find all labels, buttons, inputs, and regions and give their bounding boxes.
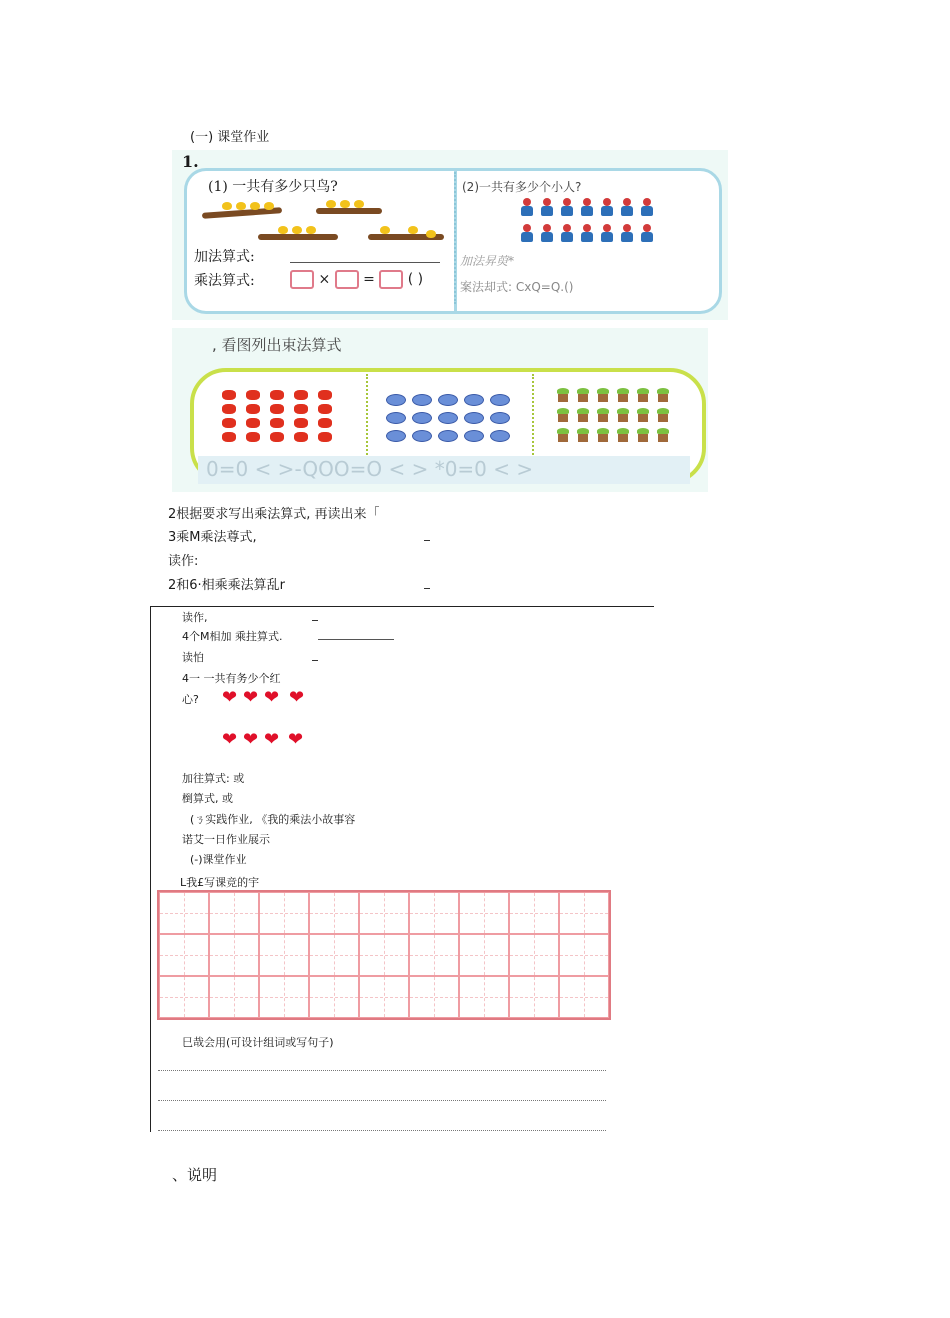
box-line-6: 加往算式: 或 <box>182 772 245 785</box>
lantern <box>270 432 284 442</box>
grid-cell[interactable] <box>259 892 309 934</box>
answer-box[interactable] <box>335 270 359 289</box>
person <box>600 224 614 242</box>
candy <box>386 430 406 442</box>
grid-cell[interactable] <box>159 892 209 934</box>
grid-cell[interactable] <box>509 976 559 1018</box>
answer-box[interactable] <box>379 270 403 289</box>
heart-icon: ❤ <box>243 687 259 708</box>
lantern <box>318 432 332 442</box>
writing-line[interactable] <box>158 1070 606 1071</box>
grid-cell[interactable] <box>409 934 459 976</box>
potted-plant <box>656 428 670 442</box>
person <box>640 224 654 242</box>
bird <box>380 226 390 234</box>
grid-cell[interactable] <box>259 934 309 976</box>
section-header: (一) 课堂作业 <box>190 130 270 145</box>
lantern <box>294 432 308 442</box>
box-line-10: (-)课堂作业 <box>190 853 247 866</box>
q2-line-1: 3乘M乘法尊式, <box>168 530 257 545</box>
grid-cell[interactable] <box>359 976 409 1018</box>
grid-cell[interactable] <box>459 892 509 934</box>
candy <box>438 430 458 442</box>
heart-icon: ❤ <box>222 729 238 750</box>
potted-plant <box>656 408 670 422</box>
candy <box>438 394 458 406</box>
person <box>640 198 654 216</box>
writing-line[interactable] <box>158 1130 606 1131</box>
potted-plant <box>576 388 590 402</box>
heart-icon: ❤ <box>289 687 305 708</box>
potted-plant <box>576 408 590 422</box>
bird <box>292 226 302 234</box>
lantern <box>294 418 308 428</box>
candy <box>386 412 406 424</box>
candy <box>464 412 484 424</box>
box-line-7: 椡算式, 或 <box>182 792 233 805</box>
grid-cell[interactable] <box>559 892 609 934</box>
birds-add-blank[interactable] <box>290 262 440 263</box>
grid-cell[interactable] <box>509 892 559 934</box>
person <box>520 224 534 242</box>
box-line-4: 4一 一共有务少个红 <box>182 672 281 685</box>
lantern <box>270 390 284 400</box>
panel-divider <box>454 172 456 304</box>
potted-plant <box>616 388 630 402</box>
person <box>560 224 574 242</box>
grid-cell[interactable] <box>209 976 259 1018</box>
heart-icon: ❤ <box>264 687 280 708</box>
answer-row-text: 0=0 < >-QOO=O < > *0=0 < > <box>206 457 534 481</box>
box-line-8: (ㄋ实践作业, 《我的乘法小故事容 <box>190 813 356 826</box>
people-question: (2)一共有多少个小人? <box>462 180 582 194</box>
branch-2 <box>316 208 382 214</box>
bird <box>326 200 336 208</box>
candy <box>412 412 432 424</box>
lantern <box>294 404 308 414</box>
bird <box>354 200 364 208</box>
candy <box>490 394 510 406</box>
lantern <box>246 404 260 414</box>
grid-cell[interactable] <box>309 934 359 976</box>
heart-icon: ❤ <box>264 729 280 750</box>
exercise-1-number: 1. <box>182 152 199 171</box>
person <box>580 198 594 216</box>
potted-plant <box>656 388 670 402</box>
equals-sign: = <box>363 271 375 288</box>
potted-plant <box>636 408 650 422</box>
box-line-1: 读作, <box>182 611 208 624</box>
bird <box>306 226 316 234</box>
bird <box>264 202 274 210</box>
short-mark <box>424 540 430 541</box>
grid-cell[interactable] <box>409 892 459 934</box>
candy <box>412 394 432 406</box>
bird <box>340 200 350 208</box>
candy <box>386 394 406 406</box>
potted-plant <box>556 428 570 442</box>
grid-cell[interactable] <box>209 892 259 934</box>
lantern <box>318 418 332 428</box>
exercise-2-instruction: , 看图列出束法算式 <box>212 336 342 354</box>
potted-plant <box>556 388 570 402</box>
box-line-11: L我£写课竞的宇 <box>180 876 260 889</box>
potted-plant <box>596 428 610 442</box>
box-left-border <box>150 606 151 1132</box>
answer-blank[interactable] <box>318 639 394 640</box>
person <box>620 198 634 216</box>
lantern <box>318 404 332 414</box>
grid-cell[interactable] <box>309 976 359 1018</box>
short-mark <box>312 620 318 621</box>
bird <box>236 202 246 210</box>
birds-mul-boxes <box>290 270 423 289</box>
person <box>600 198 614 216</box>
box-line-5: 心? <box>182 693 199 706</box>
lantern <box>222 432 236 442</box>
heart-icon: ❤ <box>243 729 259 750</box>
grid-cell[interactable] <box>159 934 209 976</box>
grid-cell[interactable] <box>209 934 259 976</box>
potted-plant <box>636 388 650 402</box>
writing-line[interactable] <box>158 1100 606 1101</box>
q2-line-3: 2和6·相乘乘法算乱r <box>168 578 286 593</box>
person <box>540 224 554 242</box>
candy <box>490 430 510 442</box>
lantern <box>222 390 236 400</box>
box-line-12: 巳哉会用(可设计组词或写句子) <box>182 1036 334 1049</box>
birds-add-label: 加法算式: <box>194 249 255 265</box>
q2-line-2: 读作: <box>168 554 199 569</box>
grid-cell[interactable] <box>259 976 309 1018</box>
potted-plant <box>636 428 650 442</box>
lantern <box>222 404 236 414</box>
person <box>620 224 634 242</box>
grid-cell[interactable] <box>559 976 609 1018</box>
grid-cell[interactable] <box>459 934 509 976</box>
person <box>560 198 574 216</box>
q2-title: 2根据要求写出乘法算式, 再读出来「 <box>168 507 380 522</box>
candy <box>490 412 510 424</box>
heart-icon: ❤ <box>222 687 238 708</box>
bird <box>250 202 260 210</box>
bird <box>278 226 288 234</box>
writing-grid <box>157 890 611 1020</box>
lantern <box>246 418 260 428</box>
birds-mul-label: 乘法算式: <box>194 273 255 289</box>
short-mark <box>312 660 318 661</box>
box-line-9: 诺艾一日作业展示 <box>182 833 270 846</box>
lantern <box>270 418 284 428</box>
candy <box>438 412 458 424</box>
times-sign: × <box>318 271 331 288</box>
bird <box>408 226 418 234</box>
people-mul-label: 案法却式: CxQ=Q.() <box>460 280 574 294</box>
lantern <box>294 390 308 400</box>
lantern <box>246 390 260 400</box>
grid-cell[interactable] <box>459 976 509 1018</box>
grid-cell[interactable] <box>509 934 559 976</box>
bird <box>426 230 436 238</box>
people-add-label: 加法昇萸* <box>460 254 515 268</box>
box-top-border <box>150 606 654 607</box>
footer-heading: 、说明 <box>172 1166 218 1184</box>
grid-cell[interactable] <box>159 976 209 1018</box>
person <box>540 198 554 216</box>
unit-paren: ( ) <box>407 271 424 288</box>
heart-icon: ❤ <box>288 729 304 750</box>
exercise-2-picture <box>172 328 708 492</box>
grid-cell[interactable] <box>359 934 409 976</box>
short-mark <box>424 588 430 589</box>
exercise-1-picture <box>172 150 728 320</box>
grid-cell[interactable] <box>409 976 459 1018</box>
person <box>580 224 594 242</box>
lantern <box>246 432 260 442</box>
potted-plant <box>596 388 610 402</box>
bird <box>222 202 232 210</box>
box-line-3: 读怕 <box>182 651 204 664</box>
grid-cell[interactable] <box>359 892 409 934</box>
candy <box>412 430 432 442</box>
person <box>520 198 534 216</box>
potted-plant <box>596 408 610 422</box>
lantern <box>318 390 332 400</box>
box-line-2: 4个M相加 乘拄算式. <box>182 630 283 643</box>
answer-row[interactable] <box>198 456 690 484</box>
grid-cell[interactable] <box>309 892 359 934</box>
branch-3 <box>258 234 338 240</box>
potted-plant <box>616 428 630 442</box>
candy <box>464 430 484 442</box>
lantern <box>270 404 284 414</box>
lantern <box>222 418 236 428</box>
potted-plant <box>576 428 590 442</box>
candy <box>464 394 484 406</box>
grid-cell[interactable] <box>559 934 609 976</box>
potted-plant <box>616 408 630 422</box>
birds-question: (1) 一共有多少只鸟? <box>208 179 338 195</box>
potted-plant <box>556 408 570 422</box>
answer-box[interactable] <box>290 270 314 289</box>
